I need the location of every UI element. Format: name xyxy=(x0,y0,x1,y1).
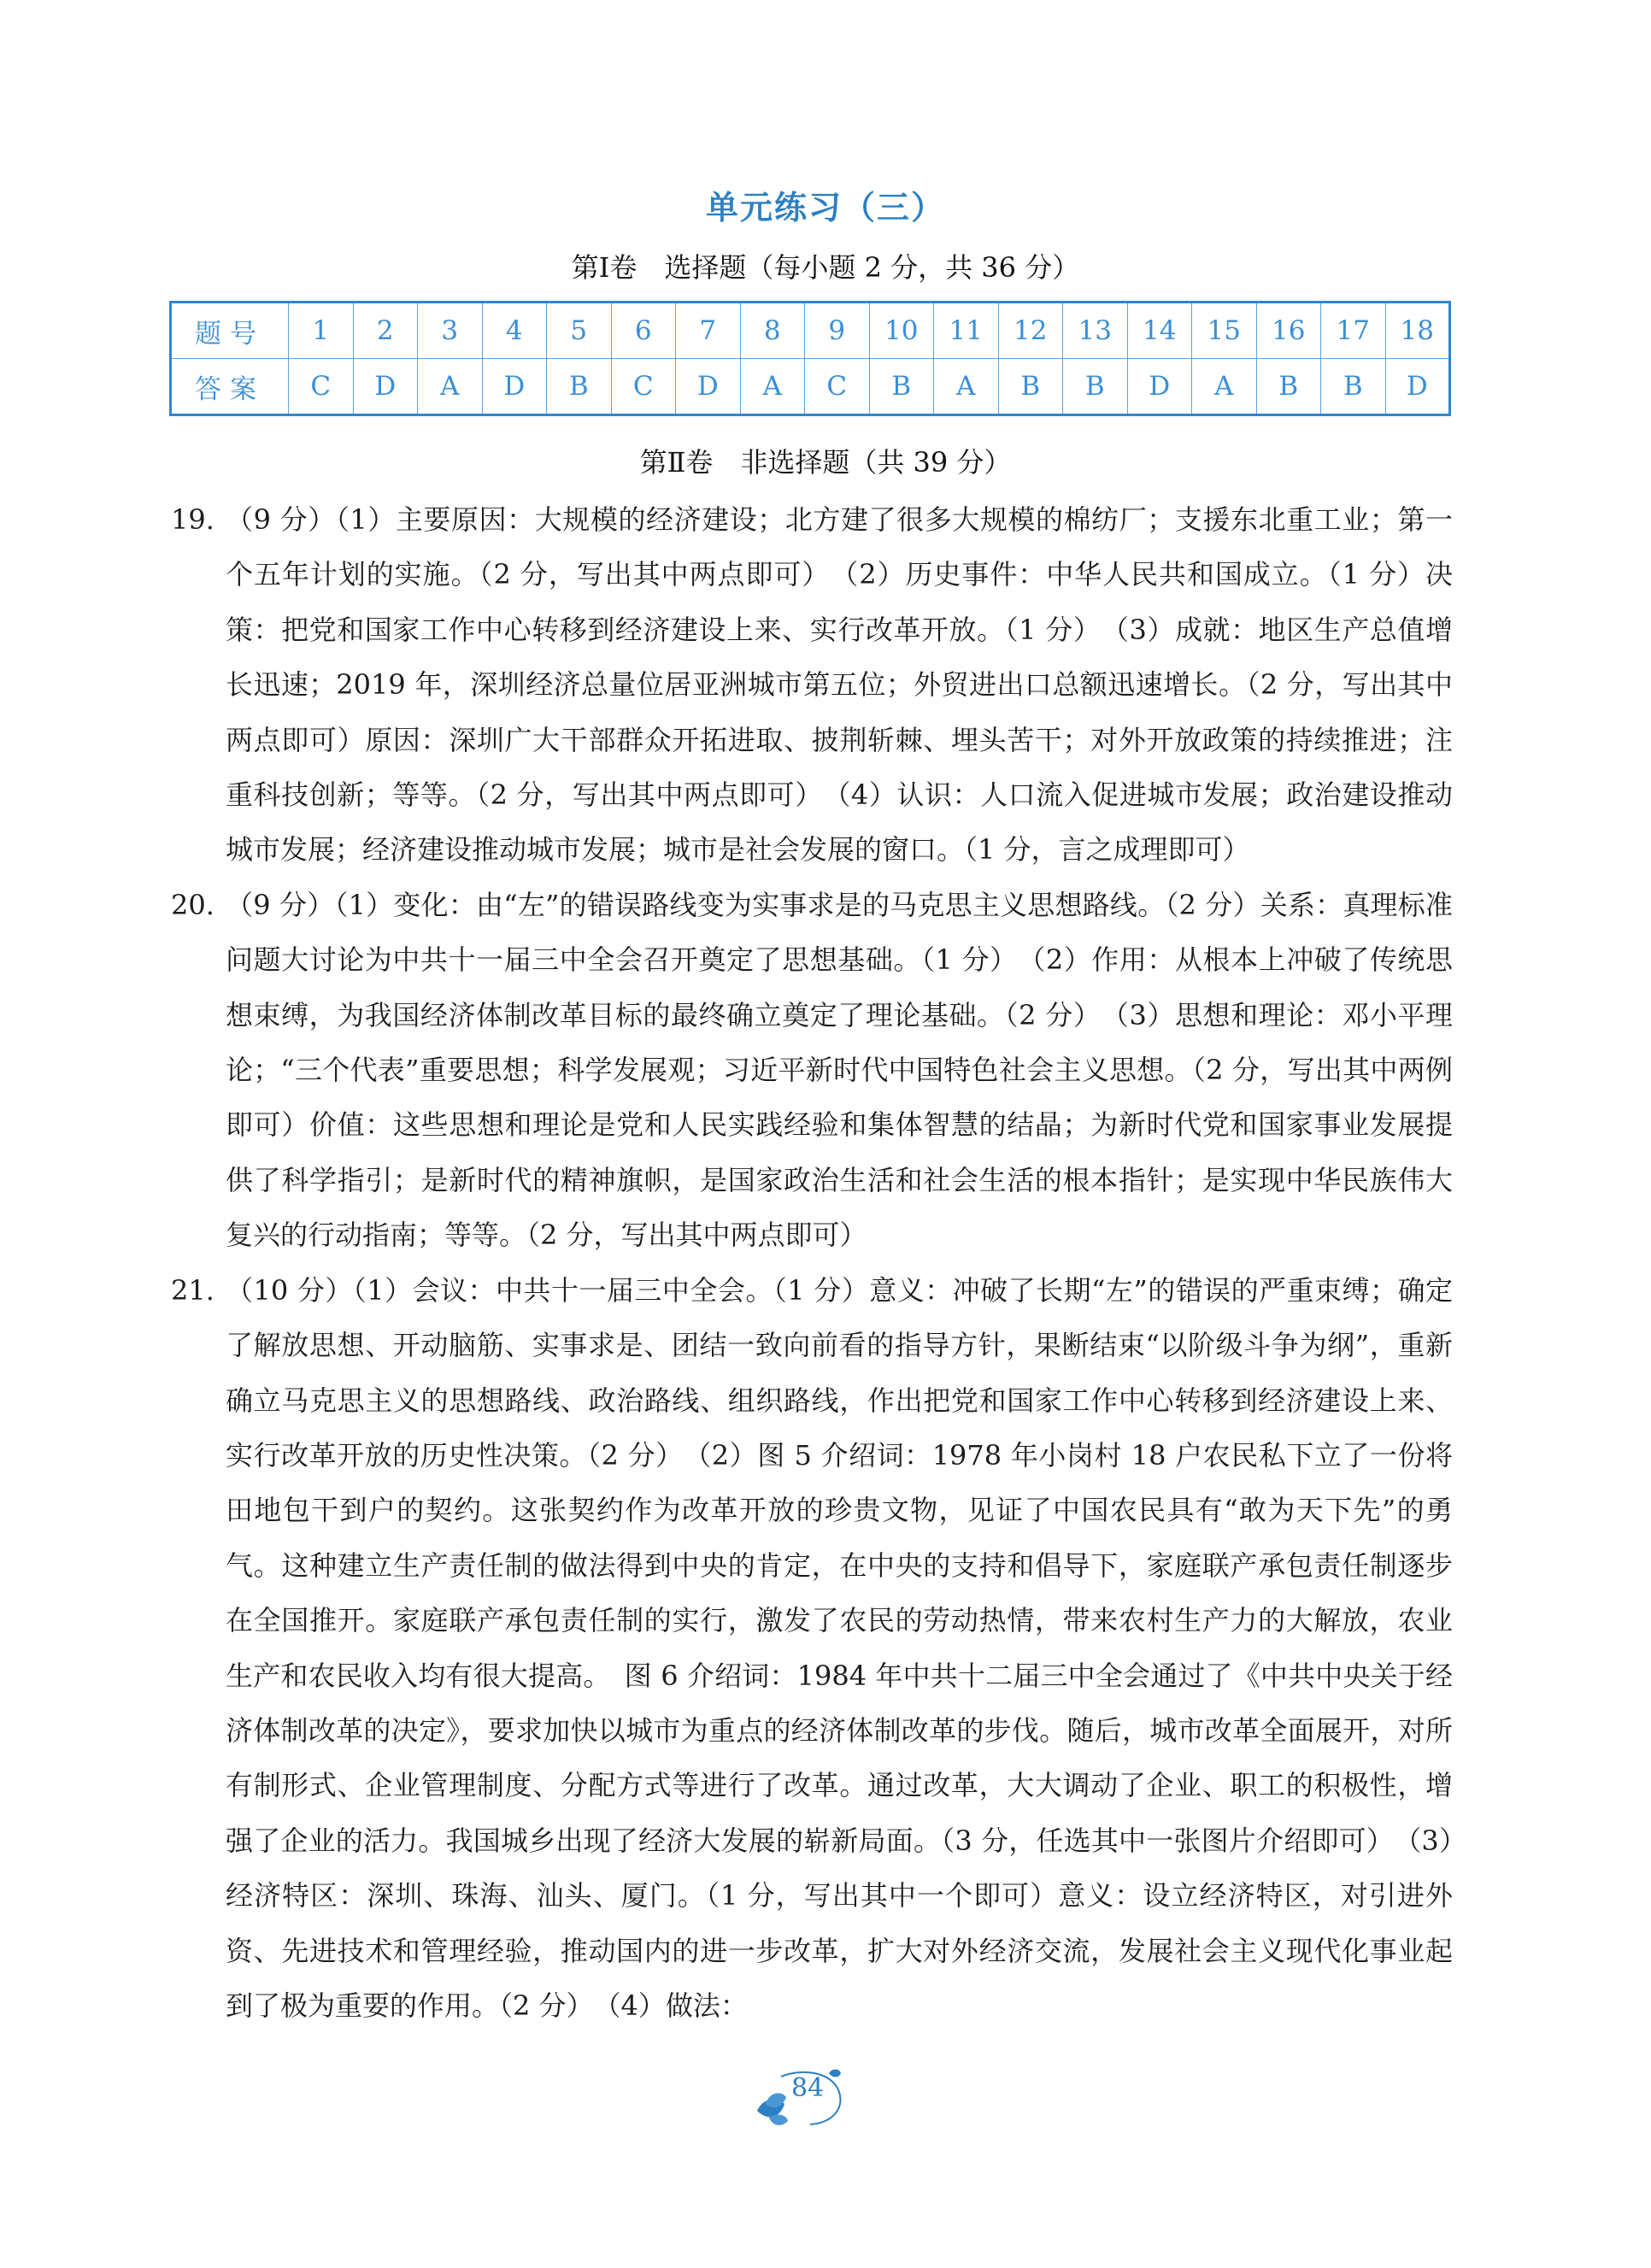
answer-cell: D xyxy=(1385,359,1450,415)
question-number-cell: 4 xyxy=(482,303,547,359)
question-number-cell: 5 xyxy=(547,303,612,359)
answer-cell: A xyxy=(740,359,805,415)
question-number: 21. xyxy=(171,1273,214,1307)
question-answer-text: （9 分）（1）变化：由“左”的错误路线变为实事求是的马克思主义思想路线。（2 分）关系：真理标准问题大讨论为中共十一届三中全会召开奠定了思想基础。（1 分） （2）作用：从根本上冲破了传统思想束缚，为我国经济体制改革目标的最终确立奠定了理论基础。（2 分） （3）思想和理论：邓小平理论；“三个代表”重要思想；科学发展观；习近平新时代中国特色社会主义思想。（2 分，写出其中两例即可）价值：这些思想和理论是党和人民实践经验和集体智慧的结晶；为新时代党和国家事业发展提供了科学指引；是新时代的精神旗帜，是国家政治生活和社会生活的根本指针；是实现中华民族伟大复兴的行动指南；等等。（2 分，写出其中两点即可） xyxy=(226,888,1453,1252)
question-number-cell: 11 xyxy=(934,303,999,359)
page-number-badge xyxy=(750,2066,853,2131)
answer-cell: B xyxy=(869,359,934,415)
question-answer-text: （9 分）（1）主要原因：大规模的经济建设；北方建了很多大规模的棉纺厂；支援东北重工业；第一个五年计划的实施。（2 分，写出其中两点即可） （2）历史事件：中华人民共和国成立。（1 分）决策：把党和国家工作中心转移到经济建设上来、实行改革开放。（1 分） （3）成就：地区生产总值增长迅速；2019 年，深圳经济总量位居亚洲城市第五位；外贸进出口总额迅速增长。（2 分，写出其中两点即可）原因：深圳广大干部群众开拓进取、披荆斩棘、埋头苦干；对外开放政策的持续推进；注重科技创新；等等。（2 分，写出其中两点即可） （4）认识：人口流入促进城市发展；政治建设推动城市发展；经济建设推动城市发展；城市是社会发展的窗口。（1 分，言之成理即可） xyxy=(226,503,1453,867)
question-number-cell: 13 xyxy=(1063,303,1128,359)
answer-cell: D xyxy=(676,359,741,415)
section-heading-nonchoice: 第Ⅱ卷 非选择题（共 39 分） xyxy=(639,446,1012,479)
answer-cell: B xyxy=(1256,359,1321,415)
question-number-cell: 18 xyxy=(1385,303,1450,359)
question-number: 19. xyxy=(171,503,214,536)
table-header-answer: 答案 xyxy=(171,359,289,415)
question-number-cell: 7 xyxy=(676,303,741,359)
question-number-cell: 16 xyxy=(1256,303,1321,359)
question-number-cell: 12 xyxy=(998,303,1063,359)
question-21 xyxy=(171,1263,1453,2034)
question-number-cell: 14 xyxy=(1127,303,1192,359)
question-number-cell: 9 xyxy=(805,303,870,359)
answer-cell: A xyxy=(1192,359,1257,415)
answer-content xyxy=(171,492,1453,2033)
section-heading-choice: 第Ⅰ卷 选择题（每小题 2 分，共 36 分） xyxy=(571,251,1080,284)
table-row-numbers xyxy=(171,303,1450,359)
question-number-cell: 6 xyxy=(611,303,676,359)
answer-cell: D xyxy=(353,359,418,415)
answer-cell: A xyxy=(934,359,999,415)
answer-cell: D xyxy=(1127,359,1192,415)
question-number-cell: 8 xyxy=(740,303,805,359)
question-19 xyxy=(171,492,1453,878)
answer-cell: B xyxy=(547,359,612,415)
answer-cell: C xyxy=(289,359,354,415)
question-number-cell: 1 xyxy=(289,303,354,359)
question-20 xyxy=(171,878,1453,1263)
page-number: 84 xyxy=(791,2073,825,2103)
answer-cell: B xyxy=(1321,359,1386,415)
question-number-cell: 17 xyxy=(1321,303,1386,359)
question-number-cell: 3 xyxy=(418,303,483,359)
question-number-cell: 2 xyxy=(353,303,418,359)
answer-cell: B xyxy=(998,359,1063,415)
question-number-cell: 15 xyxy=(1192,303,1257,359)
table-header-number: 题号 xyxy=(171,303,289,359)
answer-cell: D xyxy=(482,359,547,415)
question-number-cell: 10 xyxy=(869,303,934,359)
table-row-answers xyxy=(171,359,1450,415)
answer-table xyxy=(169,301,1451,416)
answer-cell: C xyxy=(611,359,676,415)
question-answer-text: （10 分）（1）会议：中共十一届三中全会。（1 分）意义：冲破了长期“左”的错误的严重束缚；确定了解放思想、开动脑筋、实事求是、团结一致向前看的指导方针，果断结束“以阶级斗争为纲”，重新确立马克思主义的思想路线、政治路线、组织路线，作出把党和国家工作中心转移到经济建设上来、实行改革开放的历史性决策。（2 分） （2）图 5 介绍词：1978 年小岗村 18 户农民私下立了一份将田地包干到户的契约。这张契约作为改革开放的珍贵文物，见证了中国农民具有“敢为天下先”的勇气。这种建立生产责任制的做法得到中央的肯定，在中央的支持和倡导下，家庭联产承包责任制逐步在全国推开。家庭联产承包责任制的实行，激发了农民的劳动热情，带来农村生产力的大解放，农业生产和农民收入均有很大提高。 图 6 介绍词：1984 年中共十二届三中全会通过了《中共中央关于经济体制改革的决定》，要求加快以城市为重点的经济体制改革的步伐。随后，城市改革全面展开，对所有制形式、企业管理制度、分配方式等进行了改革。通过改革，大大调动了企业、职工的积极性，增强了企业的活力。我国城乡出现了经济大发展的崭新局面。（3 分，任选其中一张图片介绍即可） （3）经济特区：深圳、珠海、汕头、厦门。（1 分，写出其中一个即可）意义：设立经济特区，对引进外资、先进技术和管理经验，推动国内的进一步改革，扩大对外经济交流，发展社会主义现代化事业起到了极为重要的作用。（2 分） （4）做法： xyxy=(226,1273,1453,2022)
answer-cell: B xyxy=(1063,359,1128,415)
answer-cell: A xyxy=(418,359,483,415)
question-number: 20. xyxy=(171,888,214,921)
page-title: 单元练习（三） xyxy=(705,188,945,226)
answer-cell: C xyxy=(805,359,870,415)
